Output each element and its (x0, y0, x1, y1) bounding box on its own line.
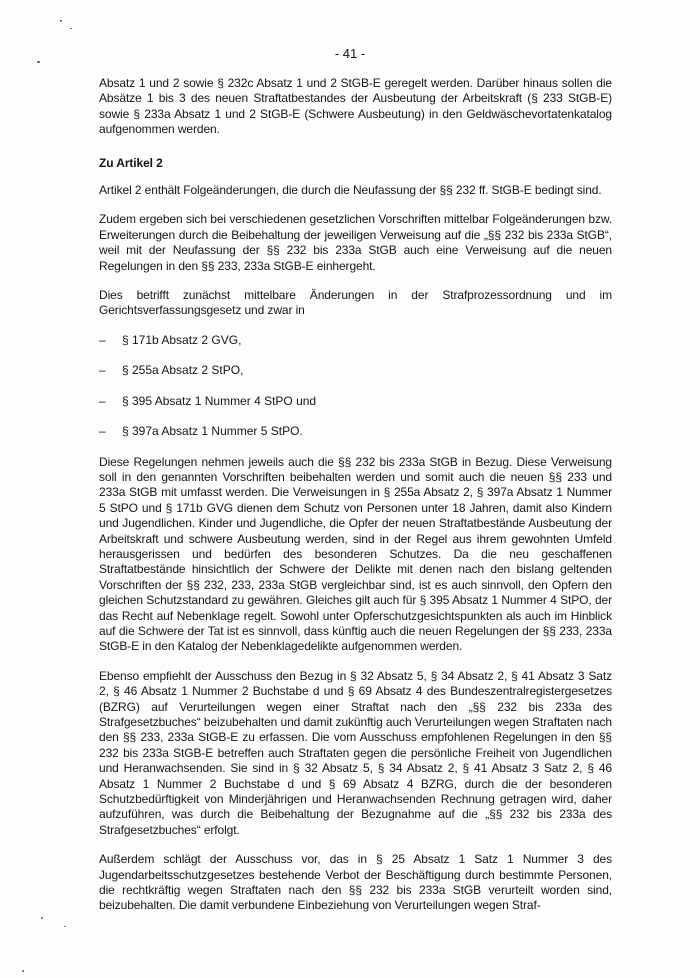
dash-bullet: – (99, 363, 106, 378)
paragraph: Diese Regelungen nehmen jeweils auch die §§ 232 bis 233a StGB in Bezug. Diese Verweisung soll in den genannten Vorschriften beibehalten werden und somit auch die neuen §§ 233 und 233a StGB mit umfasst werden. Die Verweisungen in § 255a Absatz 2, § 397a Absatz 1 Nummer 5 StPO und § 171b GVG dienen dem Schutz von Personen unter 18 Jahren, damit also Kindern und Jugendlichen. Kinder und Jugendliche, die Opfer der neuen Straftatbestände Ausbeutung der Arbeitskraft und schwere Ausbeutung werden, sind in der Regel aus ihrem gewohnten Umfeld herausgerissen und bedürfen des besonderen Schutzes. Da die neu geschaffenen Straftatbestände hinsichtlich der Schwere der Delikte mit denen nach den bislang geltenden Vorschriften der §§ 232, 233, 233a StGB vergleichbar sind, ist es auch sinnvoll, den Opfern den gleichen Schutzstandard zu gewähren. Gleiches gilt auch für § 395 Absatz 1 Nummer 4 StPO, der das Recht auf Nebenklage regelt. Sowohl unter Opferschutzgesichtspunkten als auch im Hinblick auf die Schwere der Tat ist es sinnvoll, dass künftig auch die neuen Regelungen der §§ 233, 233a StGB-E in den Katalog der Nebenklagedelikte aufgenommen werden. (99, 454, 612, 654)
list-item-text: § 395 Absatz 1 Nummer 4 StPO und (122, 393, 317, 408)
paragraph: Absatz 1 und 2 sowie § 232c Absatz 1 und 2 StGB-E geregelt werden. Darüber hinaus sollen die Absätze 1 bis 3 des neuen Straftatbestandes der Ausbeutung der Arbeitskraft (§ 233 StGB-E) sowie § 233a Absatz 1 und 2 StGB-E (Schwere Ausbeutung) in den Geldwäschevortatenkatalog aufgenommen werden. (99, 76, 612, 137)
scan-speck (70, 28, 72, 29)
paragraph: Dies betrifft zunächst mittelbare Änderungen in der Strafprozessordnung und im Gerichtsverfassungsgesetz und zwar in (99, 288, 612, 318)
list-item-text: § 255a Absatz 2 StPO, (122, 363, 244, 378)
dash-list (99, 333, 612, 440)
dash-bullet: – (99, 424, 106, 439)
paragraph: Zudem ergeben sich bei verschiedenen gesetzlichen Vorschriften mittelbar Folgeänderungen bzw. Erweiterungen durch die Beibehaltung der jeweiligen Verweisung auf die „§§ 232 bis 233a StGB“, weil mit der Neufassung der §§ 232 bis 233a StGB auch eine Verweisung auf die neuen Regelungen in den §§ 233, 233a StGB-E einhergeht. (99, 212, 612, 273)
document-body (99, 76, 612, 914)
list-item (99, 333, 612, 348)
dash-bullet: – (99, 332, 106, 347)
list-item (99, 424, 612, 439)
dash-bullet: – (99, 393, 106, 408)
paragraph: Artikel 2 enthält Folgeänderungen, die durch die Neufassung der §§ 232 ff. StGB-E bedingt sind. (99, 183, 602, 198)
paragraph: Außerdem schlägt der Ausschuss vor, das in § 25 Absatz 1 Satz 1 Nummer 3 des Jugendarbeitsschutzgesetzes bestehende Verbot der Beschäftigung durch bestimmte Personen, die rechtkräftig wegen Straftaten nach den §§ 232 bis 233a StGB verurteilt worden sind, beizubehalten. Die damit verbundene Einbeziehung von Verurteilungen wegen Straf- (99, 852, 612, 913)
list-item (99, 394, 612, 409)
paragraph: Ebenso empfiehlt der Ausschuss den Bezug in § 32 Absatz 5, § 34 Absatz 2, § 41 Absatz 3 Satz 2, § 46 Absatz 1 Nummer 2 Buchstabe d und § 69 Absatz 4 des Bundeszentralregistergesetzes (BZRG) auf Verurteilungen wegen einer Straftat nach den „§§ 232 bis 233a des Strafgesetzbuches“ beizubehalten und damit zukünftig auch Verurteilungen wegen Straftaten nach den §§ 233, 233a StGB-E zu erfassen. Die vom Ausschuss empfohlenen Regelungen in den §§ 232 bis 233a StGB-E betreffen auch Straftaten gegen die persönliche Freiheit von Jugendlichen und Heranwachsenden. Sie sind in § 32 Absatz 5, § 34 Absatz 2, § 41 Absatz 3 Satz 2, § 46 Absatz 1 Nummer 2 Buchstabe d und § 69 Absatz 4 BZRG, durch die der besonderen Schutzbedürftigkeit von Minderjährigen und Heranwachsenden Rechnung getragen wird, daher aufzuführen, was durch die Beibehaltung der Bezugnahme auf die „§§ 232 bis 233a des Strafgesetzbuches“ erfolgt. (99, 668, 612, 837)
scan-speck (60, 20, 62, 22)
list-item (99, 363, 612, 378)
scan-speck (64, 926, 66, 927)
section-heading: Zu Artikel 2 (99, 155, 163, 170)
scan-speck (22, 970, 24, 972)
page-number: - 41 - (334, 46, 366, 61)
list-item-text: § 171b Absatz 2 GVG, (122, 332, 242, 347)
scan-speck (41, 917, 43, 919)
list-item-text: § 397a Absatz 1 Nummer 5 StPO. (122, 424, 303, 439)
